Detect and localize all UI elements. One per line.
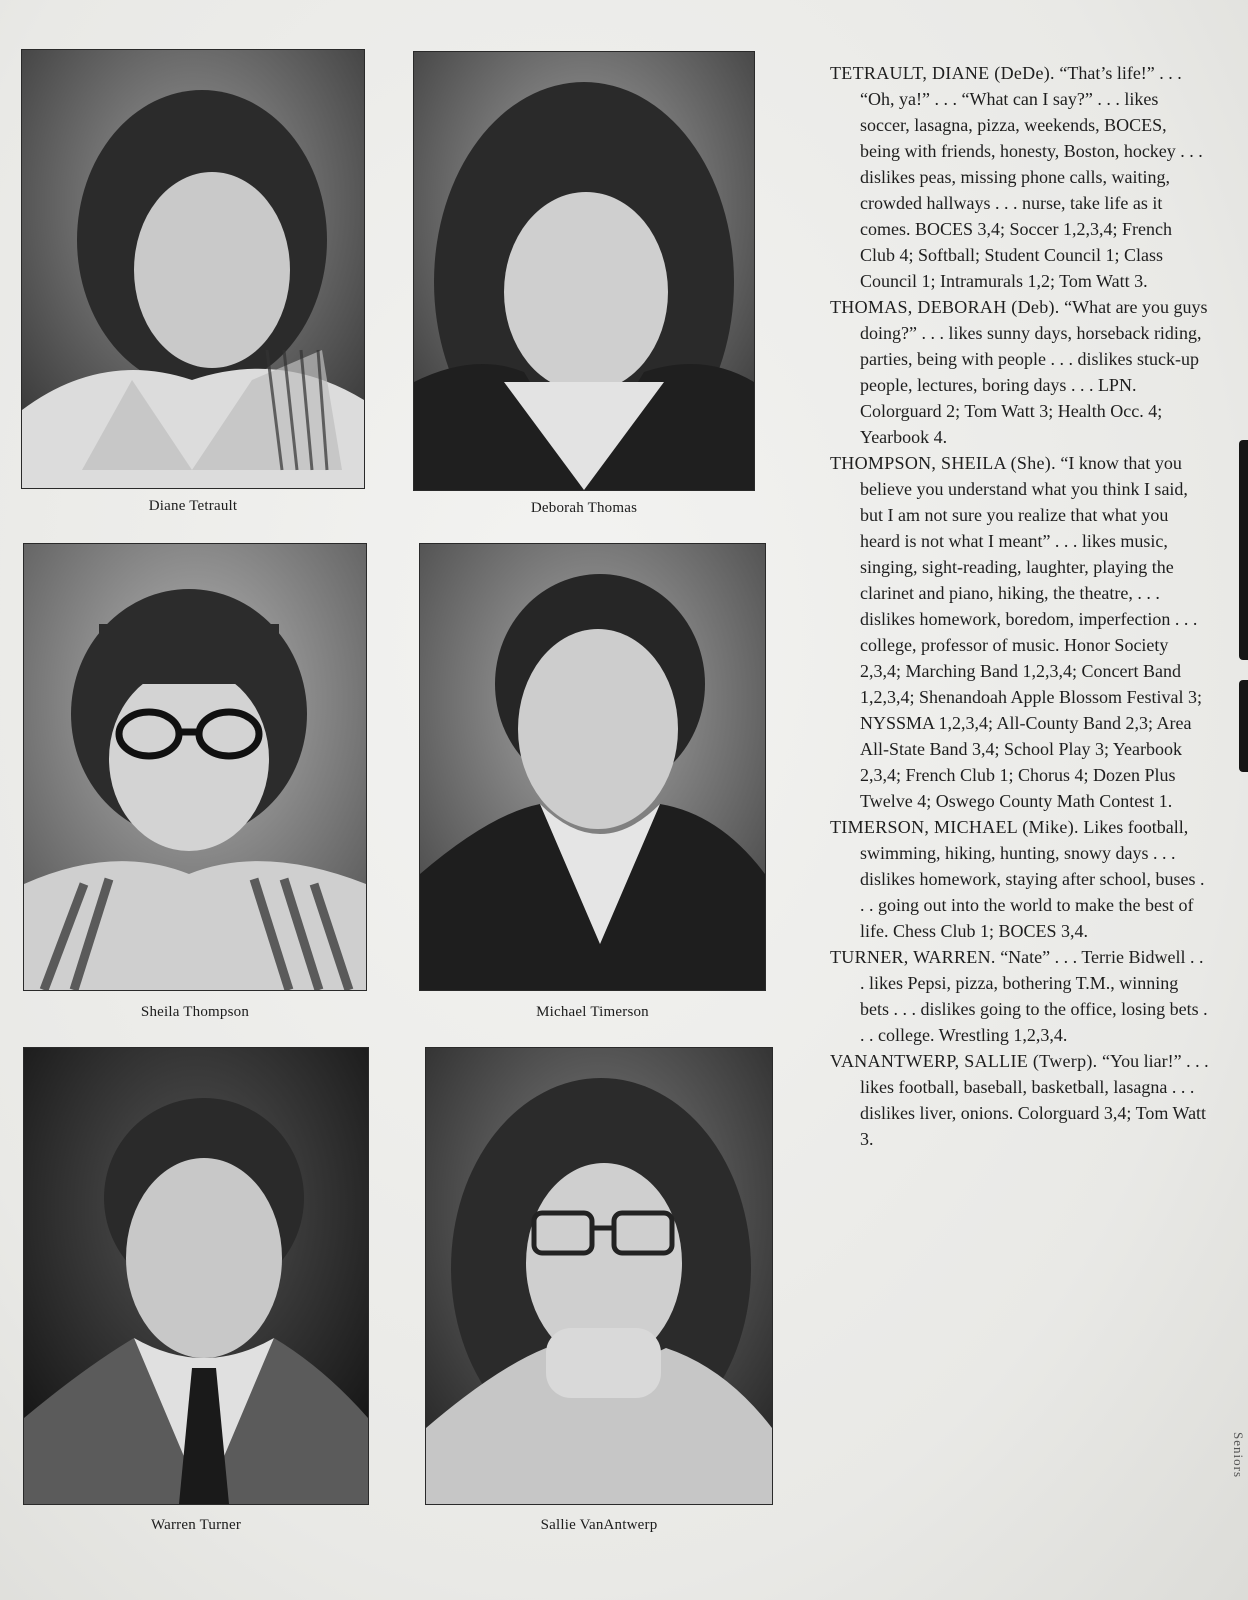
portrait-photo-sheila-thompson — [24, 544, 366, 990]
caption-warren-turner: Warren Turner — [150, 1517, 242, 1533]
page-edge-tab-upper — [1239, 440, 1248, 660]
caption-michael-timerson: Michael Timerson — [536, 1004, 649, 1020]
bio-entry-tetrault — [830, 60, 1210, 294]
bio-name: THOMPSON, SHEILA (She). — [830, 453, 1056, 473]
portrait-photo-deborah-thomas — [414, 52, 754, 490]
bio-text: “I know that you believe you understand what you think I said, but I am not sure you realize that what you heard is not what I meant” . . . likes music, singing, sight-reading, laughter, playing the clarinet and piano, hiking, the theatre, . . . dislikes homework, boredom, imperfection . . . college, professor of music. Honor Society 2,3,4; Marching Band 1,2,3,4; Concert Band 1,2,3,4; Shenandoah Apple Blossom Festival 3; NYSSMA 1,2,3,4; All-County Band 2,3; Area All-State Band 3,4; School Play 3; Yearbook 2,3,4; French Club 1; Chorus 4; Dozen Plus Twelve 4; Oswego County Math Contest 1. — [860, 453, 1202, 811]
page-edge-tab-lower — [1239, 680, 1248, 772]
bio-name: THOMAS, DEBORAH (Deb). — [830, 297, 1060, 317]
bio-text: Likes football, swimming, hiking, hunting, snowy days . . . dislikes homework, staying after school, buses . . . going out into the world to make the best of life. Chess Club 1; BOCES 3,4. — [860, 817, 1205, 941]
caption-sallie-vanantwerp: Sallie VanAntwerp — [540, 1517, 658, 1533]
bio-name: TETRAULT, DIANE (DeDe). — [830, 63, 1055, 83]
bio-entry-turner — [830, 944, 1210, 1048]
bio-text: “You liar!” . . . likes football, baseball, basketball, lasagna . . . dislikes liver, onions. Colorguard 3,4; Tom Watt 3. — [860, 1051, 1209, 1149]
portrait-photo-diane-tetrault — [22, 50, 364, 488]
bio-name: VANANTWERP, SALLIE (Twerp). — [830, 1051, 1098, 1071]
bio-text: “What are you guys doing?” . . . likes sunny days, horseback riding, parties, being with people . . . dislikes stuck-up people, lectures, boring days . . . LPN. Colorguard 2; Tom Watt 3; Health Occ. 4; Yearbook 4. — [860, 297, 1208, 447]
bio-text: “Nate” . . . Terrie Bidwell . . . likes Pepsi, pizza, bothering T.M., winning bets . . . dislikes going to the office, losing bets . . . college. Wrestling 1,2,3,4. — [860, 947, 1208, 1045]
biography-column — [830, 60, 1210, 1152]
portrait-photo-sallie-vanantwerp — [426, 1048, 772, 1504]
caption-diane-tetrault: Diane Tetrault — [148, 498, 238, 514]
caption-sheila-thompson: Sheila Thompson — [140, 1004, 250, 1020]
bio-entry-thomas — [830, 294, 1210, 450]
bio-name: TURNER, WARREN. — [830, 947, 996, 967]
bio-name: TIMERSON, MICHAEL (Mike). — [830, 817, 1079, 837]
bio-entry-timerson — [830, 814, 1210, 944]
bio-text: “That’s life!” . . . “Oh, ya!” . . . “What can I say?” . . . likes soccer, lasagna, pizza, weekends, BOCES, being with friends, honesty, Boston, hockey . . . dislikes peas, missing phone calls, waiting, crowded hallways . . . nurse, take life as it comes. BOCES 3,4; Soccer 1,2,3,4; French Club 4; Softball; Student Council 1; Class Council 1; Intramurals 1,2; Tom Watt 3. — [860, 63, 1203, 291]
section-label: Seniors — [1231, 1432, 1246, 1478]
portrait-photo-michael-timerson — [420, 544, 765, 990]
bio-entry-thompson — [830, 450, 1210, 814]
caption-deborah-thomas: Deborah Thomas — [530, 500, 638, 516]
bio-entry-vanantwerp — [830, 1048, 1210, 1152]
portrait-photo-warren-turner — [24, 1048, 368, 1504]
